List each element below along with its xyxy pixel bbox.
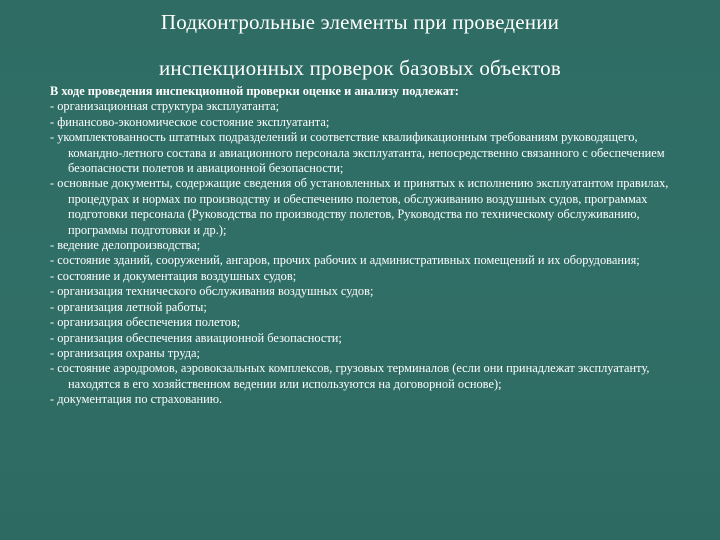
slide-title-line-1: Подконтрольные элементы при проведении (160, 10, 560, 34)
list-item: - документация по страхованию. (50, 392, 223, 407)
list-item: - организация обеспечения полетов; (50, 315, 241, 330)
list-item: - основные документы, содержащие сведения об установленных и принятых к исполнению эксплуатантом правилах, процедурах и нормах по производству и обеспечению полетов, обслуживанию воздушных судов, программах подготовки персонала (Руководства по производству полетов, Руководства по техническому обслуживанию, программы подготовки и др.); (50, 176, 669, 237)
slide-content (50, 84, 690, 408)
list-item: - организация технического обслуживания воздушных судов; (50, 284, 374, 299)
list-item: - организация летной работы; (50, 299, 207, 314)
list-item: - организация охраны труда; (50, 345, 200, 360)
list-item: - состояние аэродромов, аэровокзальных комплексов, грузовых терминалов (если они принадлежат эксплуатанту, находятся в его хозяйственном ведении или используются на договорной основе); (50, 361, 650, 391)
list-item: - финансово-экономическое состояние эксплуатанта; (50, 114, 330, 129)
slide-title-line-2: инспекционных проверок базовых объектов (158, 56, 561, 80)
list-item: - состояние и документация воздушных судов; (50, 268, 297, 283)
intro-text: В ходе проведения инспекционной проверки оценке и анализу подлежат: (50, 84, 459, 98)
list-item: - состояние зданий, сооружений, ангаров, прочих рабочих и административных помещений и их оборудования; (50, 253, 640, 268)
list-item: - организация обеспечения авиационной безопасности; (50, 330, 342, 345)
list-item: - ведение делопроизводства; (50, 238, 201, 253)
list-item: - организационная структура эксплуатанта; (50, 99, 280, 114)
list-item: - укомплектованность штатных подразделений и соответствие квалификационным требованиям руководящего, командно-летного состава и авиационного персонала эксплуатанта, непосредственно связанного с обеспечением безопасности полетов и авиационной безопасности; (50, 130, 665, 176)
